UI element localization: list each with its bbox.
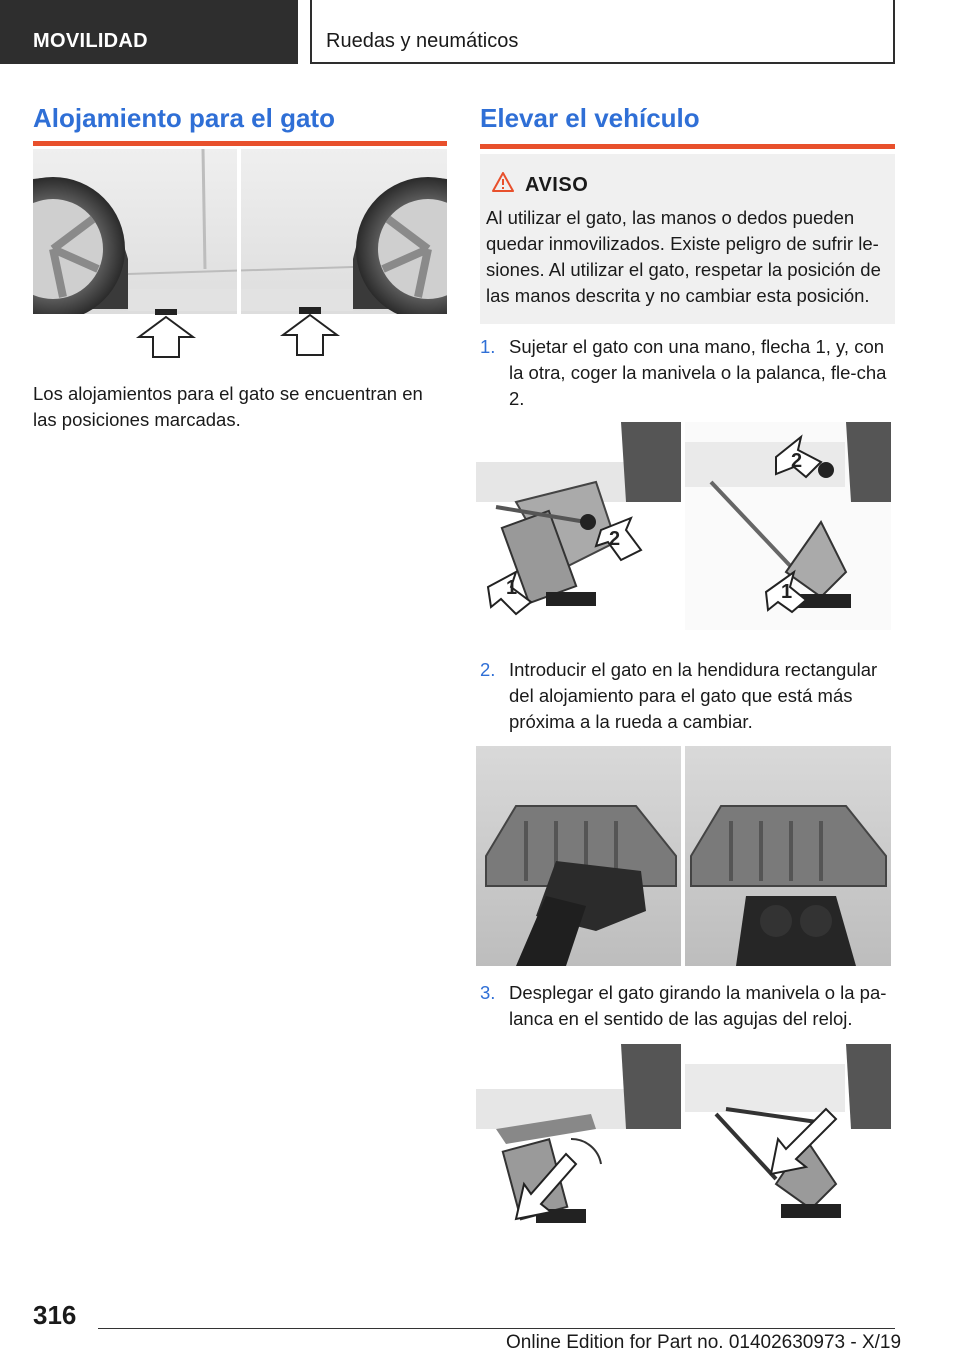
warning-title: AVISO	[525, 174, 589, 196]
left-heading-rule	[33, 141, 447, 146]
step-number: 1.	[480, 336, 496, 357]
jack-extend-figure	[476, 1044, 891, 1232]
step-text: Introducir el gato en la hendidura rectangular del alojamiento para el gato que está más próxima a la rueda a cambiar.	[509, 659, 878, 732]
page-number: 316	[33, 1300, 77, 1330]
step-3	[480, 980, 895, 1034]
jack-insertion-figure	[476, 746, 891, 966]
step-number: 3.	[480, 982, 496, 1003]
step-text: Sujetar el gato con una mano, flecha 1, y, con la otra, coger la manivela o la palanca, fle-cha 2.	[509, 336, 887, 409]
jack-points-figure	[33, 149, 447, 359]
arrow-label-1b: 1	[781, 581, 793, 603]
step-text: Desplegar el gato girando la manivela o la pa-lanca en el sentido de las agujas del reloj.	[509, 982, 887, 1029]
step-1	[480, 334, 895, 414]
right-heading-rule	[480, 144, 895, 149]
warning-text: Al utilizar el gato, las manos o dedos pueden quedar inmovilizados. Existe peligro de sufrir le-siones. Al utilizar el gato, respetar la posición de las manos descrita y no cambiar esta posición.	[486, 207, 881, 306]
lift-vehicle-heading: Elevar el vehículo	[480, 103, 700, 133]
section-title: MOVILIDAD	[33, 30, 148, 52]
chapter-tab	[310, 0, 895, 64]
arrow-label-2b: 2	[791, 450, 803, 472]
warning-triangle-icon	[492, 172, 514, 197]
arrow-label-1a: 1	[506, 577, 518, 599]
chapter-title: Ruedas y neumáticos	[326, 30, 519, 52]
jack-handling-figure	[476, 422, 891, 630]
section-tab	[0, 0, 298, 64]
jack-points-heading: Alojamiento para el gato	[33, 103, 335, 133]
step-2	[480, 657, 895, 737]
footer-edition: Online Edition for Part no. 01402630973 - X/19	[506, 1332, 902, 1353]
arrow-label-2a: 2	[609, 528, 621, 550]
jack-points-caption: Los alojamientos para el gato se encuentran en las posiciones marcadas.	[33, 383, 423, 430]
footer-rule	[98, 1328, 895, 1329]
step-number: 2.	[480, 659, 496, 680]
